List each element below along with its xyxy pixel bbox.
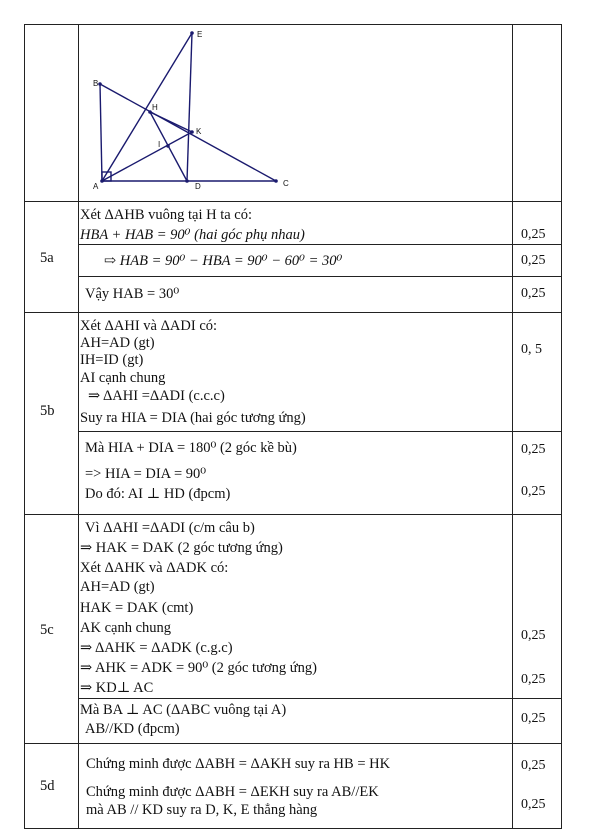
label-K: K — [196, 127, 202, 136]
score: 0,25 — [521, 484, 546, 499]
segment-AK — [102, 132, 192, 181]
row-divider-5b — [24, 312, 562, 313]
column-divider — [512, 24, 513, 829]
answer-line: Xét ΔAHI và ΔADI có: — [80, 318, 218, 334]
answer-line: AH=AD (gt) — [80, 335, 155, 351]
row-subdivider — [78, 431, 562, 432]
answer-line: Xét ΔAHB vuông tại H ta có: — [80, 207, 253, 223]
score: 0,25 — [521, 711, 546, 726]
segment-ED — [187, 33, 192, 181]
answer-line: Do đó: AI ⊥ HD (đpcm) — [85, 486, 231, 502]
label-E: E — [197, 30, 203, 39]
answer-line: IH=ID (gt) — [80, 352, 144, 368]
question-label-5d: 5d — [40, 778, 55, 794]
answer-line: Mà BA ⊥ AC (ΔABC vuông tại A) — [80, 702, 287, 718]
score: 0,25 — [521, 758, 546, 773]
label-D: D — [195, 182, 201, 191]
segment-AE — [102, 33, 192, 181]
answer-line: Suy ra HIA = DIA (hai góc tương ứng) — [80, 410, 306, 426]
row-divider-5a — [24, 201, 562, 202]
answer-line: ⇨ HAB = 90⁰ − HBA = 90⁰ − 60⁰ = 30⁰ — [104, 253, 343, 269]
score: 0,25 — [521, 442, 546, 457]
answer-line: AK cạnh chung — [80, 620, 172, 636]
question-label-5a: 5a — [40, 250, 54, 266]
answer-line: Vì ΔAHI =ΔADI (c/m câu b) — [85, 520, 255, 536]
table-border-bottom — [24, 828, 562, 829]
segment-AB — [100, 84, 102, 181]
score: 0,25 — [521, 227, 546, 242]
row-subdivider — [78, 276, 562, 277]
answer-line: ⇒ ΔAHI =ΔADI (c.c.c) — [88, 388, 225, 404]
segment-HK — [150, 112, 192, 132]
answer-line: ⇒ AHK = ADK = 90⁰ (2 góc tương ứng) — [80, 660, 317, 676]
point-D — [185, 179, 189, 183]
answer-line: Xét ΔAHK và ΔADK có: — [80, 560, 229, 576]
answer-line: ⇒ ΔAHK = ΔADK (c.g.c) — [80, 640, 233, 656]
answer-line: HAK = DAK (cmt) — [80, 600, 194, 616]
answer-line: => HIA = DIA = 90⁰ — [85, 466, 207, 482]
label-C: C — [283, 179, 289, 188]
label-H: H — [152, 103, 158, 112]
table-border-left — [24, 24, 25, 829]
point-I — [166, 144, 170, 148]
question-label-5b: 5b — [40, 403, 55, 419]
score: 0, 5 — [521, 342, 542, 357]
answer-line: Vậy HAB = 30⁰ — [85, 286, 180, 302]
answer-line: mà AB // KD suy ra D, K, E thẳng hàng — [86, 802, 318, 818]
answer-line: AH=AD (gt) — [80, 579, 155, 595]
score: 0,25 — [521, 672, 546, 687]
row-subdivider — [78, 244, 562, 245]
answer-line: AB//KD (đpcm) — [85, 721, 180, 737]
geometry-figure — [86, 26, 296, 196]
score: 0,25 — [521, 253, 546, 268]
answer-line: ⇒ HAK = DAK (2 góc tương ứng) — [80, 540, 283, 556]
label-I: I — [158, 140, 161, 149]
point-B — [98, 82, 102, 86]
label-A: A — [93, 182, 99, 191]
point-C — [274, 179, 278, 183]
score: 0,25 — [521, 628, 546, 643]
label-B: B — [93, 79, 99, 88]
score: 0,25 — [521, 286, 546, 301]
point-E — [190, 31, 194, 35]
row-subdivider — [78, 698, 562, 699]
answer-line: ⇒ KD⊥ AC — [80, 680, 154, 696]
score: 0,25 — [521, 797, 546, 812]
answer-line: Chứng minh được ΔABH = ΔEKH suy ra AB//EK — [86, 784, 379, 800]
table-border-right — [561, 24, 562, 829]
point-K — [190, 130, 194, 134]
row-divider-5d — [24, 743, 562, 744]
answer-line: AI cạnh chung — [80, 370, 166, 386]
answer-line: HBA + HAB = 90⁰ (hai góc phụ nhau) — [80, 227, 305, 243]
row-divider-5c — [24, 514, 562, 515]
point-A — [100, 179, 104, 183]
answer-line: Chứng minh được ΔABH = ΔAKH suy ra HB = HK — [86, 756, 391, 772]
question-label-5c: 5c — [40, 622, 54, 638]
answer-line: Mà HIA + DIA = 180⁰ (2 góc kề bù) — [85, 440, 297, 456]
